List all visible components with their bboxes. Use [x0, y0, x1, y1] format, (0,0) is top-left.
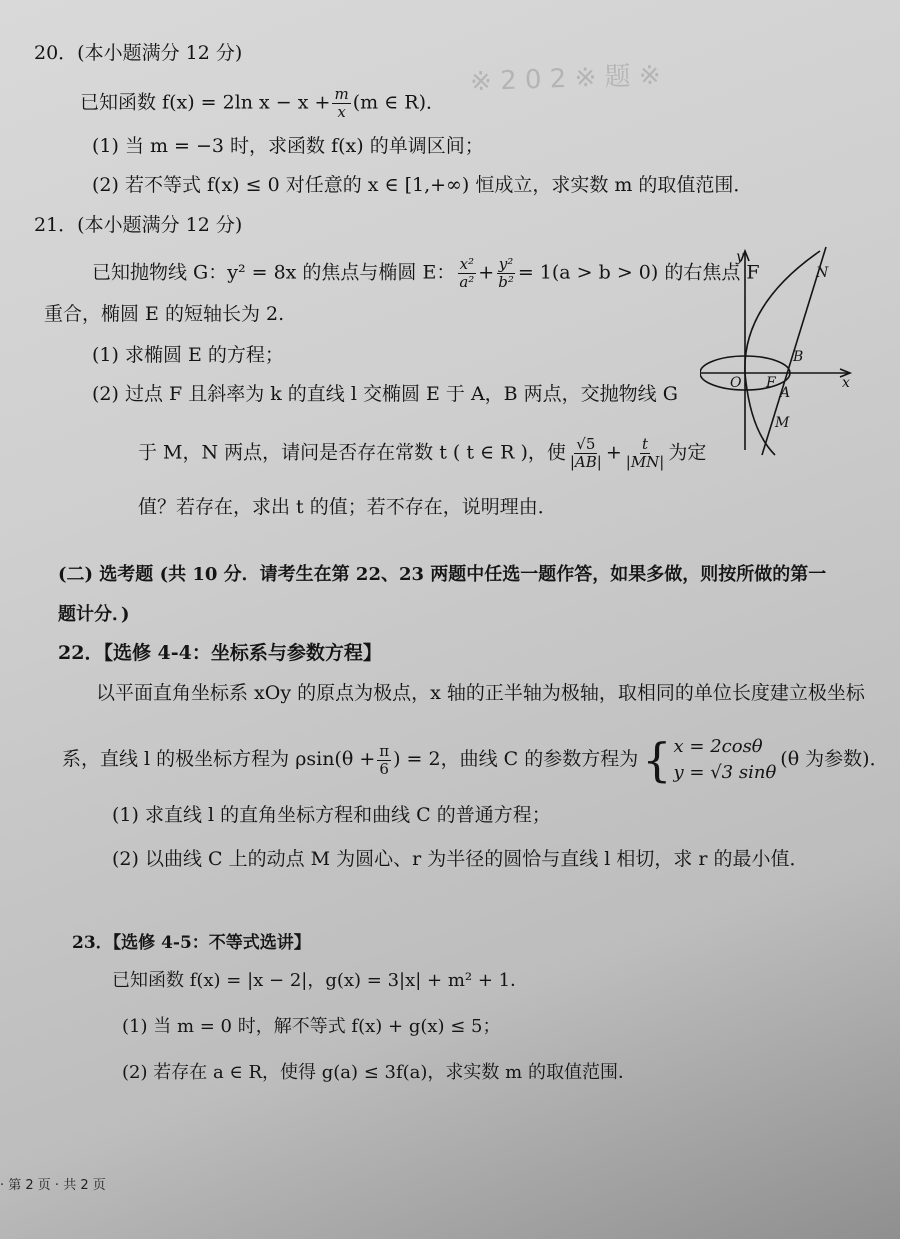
- q21-stem1-a: 已知抛物线 G：y² = 8x 的焦点与椭圆 E：: [92, 261, 456, 284]
- figure-label-a: A: [780, 385, 791, 401]
- q20-stem-fraction: [332, 86, 350, 121]
- q23-stem: 已知函数 f(x) = |x − 2|，g(x) = 3|x| + m² + 1．: [112, 970, 529, 991]
- q20-stem: [80, 86, 445, 121]
- figure-parabola-upper: [745, 251, 820, 373]
- q20-part1: (1) 当 m = −3 时，求函数 f(x) 的单调区间；: [92, 135, 484, 157]
- q22-frac: [377, 743, 391, 778]
- q22-line2-c: (θ 为参数)．: [780, 748, 889, 770]
- q23-part1: (1) 当 m = 0 时，解不等式 f(x) + g(x) ≤ 5；: [122, 1016, 501, 1037]
- section2-line1: (二) 选考题 (共 10 分．请考生在第 22、23 两题中任选一题作答，如果多做，则按所做的第一: [58, 564, 827, 585]
- q22-frac-num: π: [379, 741, 390, 760]
- q21-frac-y: [496, 256, 516, 291]
- q22-brace: {: [642, 733, 672, 787]
- q21-part2-frac1: [568, 436, 604, 471]
- q21-part2-frac2-num: t: [642, 435, 649, 453]
- q22-line2-b: ) = 2，曲线 C 的参数方程为: [393, 748, 639, 770]
- q20-frac-den: x: [337, 103, 346, 121]
- q23-part2: (2) 若存在 a ∈ R，使得 g(a) ≤ 3f(a)，求实数 m 的取值范围．: [122, 1062, 636, 1083]
- q21-part2-line1: (2) 过点 F 且斜率为 k 的直线 l 交椭圆 E 于 A，B 两点，交抛物线 G: [92, 383, 678, 405]
- q22-line2-a: 系，直线 l 的极坐标方程为 ρsin(θ +: [62, 748, 376, 770]
- q20-header: 20．(本小题满分 12 分): [34, 42, 243, 64]
- q21-part2-frac1-den: |AB|: [569, 453, 602, 471]
- q21-part2-frac1-num: √5: [576, 435, 596, 453]
- q23-header: 23．【选修 4-5：不等式选讲】: [72, 933, 311, 953]
- q21-figure: [700, 245, 860, 460]
- q21-part2-line2: 于 M，N 两点，请问是否存在常数 t ( t ∈ R )，使 $\frac{√5}{|AB|}$ + $\frac{t}{|MN|}$ 为定: [138, 435, 707, 471]
- q21-part2-line3: 值？若存在，求出 t 的值；若不存在，说明理由．: [138, 496, 557, 518]
- q20-part2: (2) 若不等式 f(x) ≤ 0 对任意的 x ∈ [1,+∞) 恒成立，求实数 m 的取值范围．: [92, 174, 753, 196]
- page-footer: · 第 2 页 · 共 2 页: [0, 1178, 106, 1193]
- q21-stem1-b: = 1(a > b > 0) 的右焦点 F: [517, 261, 760, 284]
- q21-part2-frac2-den: |MN|: [625, 453, 665, 471]
- q22-frac-den: 6: [379, 759, 389, 778]
- q22-line2: [62, 734, 889, 786]
- bleed-through-text: ※ 2 0 2 ※ 题 ※: [469, 60, 662, 98]
- q21-part2-line2-a: 于 M，N 两点，请问是否存在常数 t ( t ∈ R )，使: [138, 441, 566, 464]
- q22-part2: (2) 以曲线 C 上的动点 M 为圆心、r 为半径的圆恰与直线 l 相切，求 r 的最小值．: [112, 848, 809, 870]
- figure-label-x: x: [842, 375, 850, 391]
- q21-frac-x-num: x²: [459, 255, 475, 273]
- q22-header: 22．【选修 4-4：坐标系与参数方程】: [58, 642, 382, 664]
- figure-label-focus: F: [766, 375, 776, 391]
- q20-stem-suffix: (m ∈ R)．: [352, 91, 445, 114]
- q21-frac-y-den: b²: [498, 273, 514, 291]
- q22-part1: (1) 求直线 l 的直角坐标方程和曲线 C 的普通方程；: [112, 804, 551, 826]
- q20-frac-num: m: [334, 85, 349, 103]
- q20-stem-prefix: 已知函数 f(x) = 2ln x − x +: [80, 91, 331, 114]
- q22-param-system: [642, 734, 776, 786]
- section2-line2: 题计分．): [58, 604, 130, 625]
- figure-label-origin: O: [730, 375, 742, 391]
- q21-part2-line2-b: 为定: [668, 441, 707, 464]
- q22-line1: 以平面直角坐标系 xOy 的原点为极点，x 轴的正半轴为极轴，取相同的单位长度建立极坐标: [96, 682, 865, 704]
- q21-frac-x: [457, 256, 476, 291]
- q22-sys-row2: y = √3 sinθ: [673, 762, 777, 783]
- q21-part1: (1) 求椭圆 E 的方程；: [92, 344, 284, 366]
- q21-part2-frac2: [624, 436, 667, 471]
- figure-label-b: B: [793, 349, 804, 365]
- q21-header: 21．(本小题满分 12 分): [34, 214, 243, 236]
- figure-label-m: M: [775, 415, 790, 431]
- q21-stem-line2: 重合，椭圆 E 的短轴长为 2.: [44, 303, 285, 325]
- figure-label-y: y: [736, 249, 744, 265]
- q21-stem-line1: 已知抛物线 G：y² = 8x 的焦点与椭圆 E： $\frac{\text{x²}}{\text{a²}}$ + $\frac{\text{y²}}{\text{b²}}$ = 1(a > b > 0) 的右焦点 F: [92, 255, 760, 291]
- figure-label-n: N: [816, 265, 829, 281]
- q21-frac-y-num: y²: [498, 255, 514, 273]
- q22-sys-row1: x = 2cosθ: [673, 736, 763, 757]
- q21-frac-x-den: a²: [459, 273, 475, 291]
